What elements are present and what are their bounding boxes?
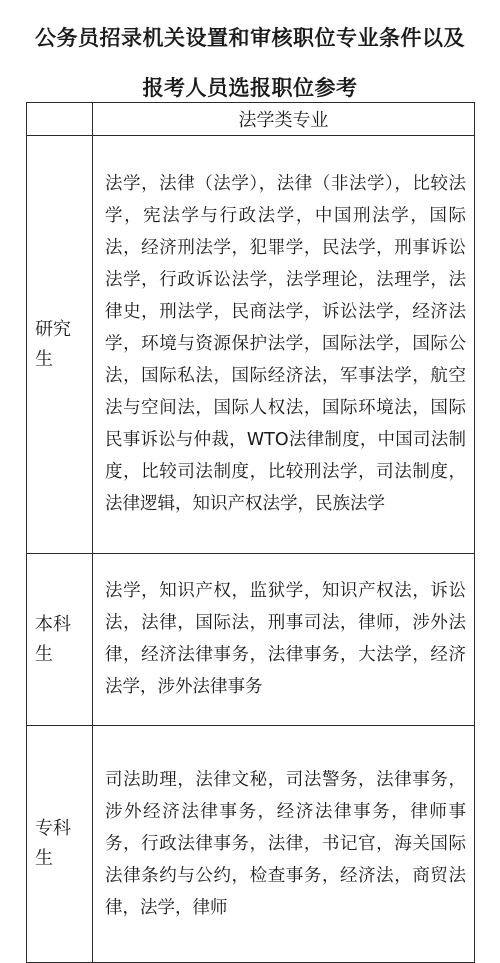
table-header-corner xyxy=(27,103,93,136)
document-title-line-1: 公务员招录机关设置和审核职位专业条件以及 xyxy=(35,26,465,50)
table-row-undergraduate xyxy=(27,554,475,726)
table-header-row xyxy=(27,103,475,136)
table-row-vocational xyxy=(27,726,475,963)
education-level-label: 研究生 xyxy=(27,136,93,554)
education-level-label: 专科生 xyxy=(27,726,93,963)
education-level-label: 本科生 xyxy=(27,554,93,726)
major-list: 法学，知识产权，监狱学，知识产权法，诉讼法，法律，国际法，刑事司法，律师，涉外法律，经济法律事务，法律事务，大法学，经济法学，涉外法律事务 xyxy=(93,554,475,726)
table-header-major-category: 法学类专业 xyxy=(93,103,475,136)
major-list: 法学，法律（法学），法律（非法学），比较法学，宪法学与行政法学，中国刑法学，国际法，经济刑法学，犯罪学，民法学，刑事诉讼法学，行政诉讼法学，法学理论，法理学，法律史，刑法学，民商法学，诉讼法学，经济法学，环境与资源保护法学，国际法学，国际公法，国际私法，国际经济法，军事法学，航空法与空间法，国际人权法，国际环境法，国际民事诉讼与仲裁，WTO法律制度，中国司法制度，比较司法制度，比较刑法学，司法制度，法律逻辑，知识产权法学，民族法学 xyxy=(93,136,475,554)
major-list: 司法助理，法律文秘，司法警务，法律事务，涉外经济法律事务，经济法律事务，律师事务，行政法律事务，法律，书记官，海关国际法律条约与公约，检查事务，经济法，商贸法律，法学，律师 xyxy=(93,726,475,963)
table-row-graduate xyxy=(27,136,475,554)
document-title-line-2: 报考人员选报职位参考 xyxy=(142,76,358,100)
major-requirements-table xyxy=(26,102,475,963)
